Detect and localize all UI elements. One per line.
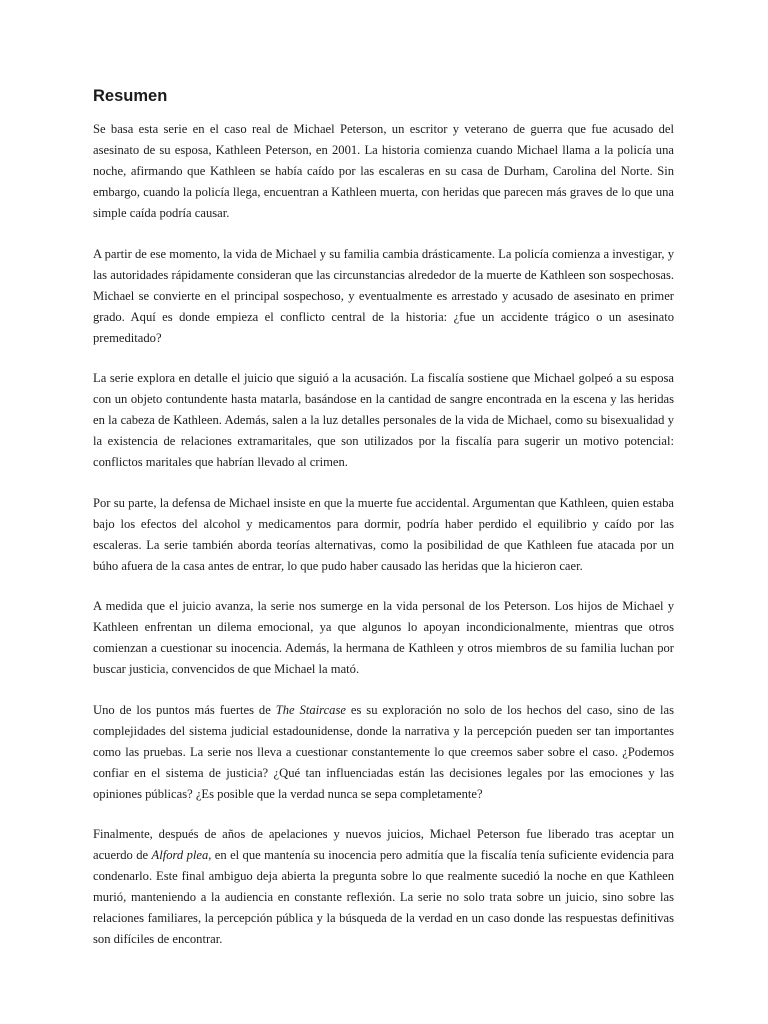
paragraph-7: [93, 824, 674, 950]
paragraph-4: Por su parte, la defensa de Michael insiste en que la muerte fue accidental. Argumentan que Kathleen, quien estaba bajo los efectos del alcohol y medicamentos para dormir, podría haber perdido el equilibrio y caído por las escaleras. La serie también aborda teorías alternativas, como la posibilidad de que Kathleen fue atacada por un búho afuera de la casa antes de entrar, lo que pudo haber causado las heridas que la hicieron caer.: [93, 495, 674, 573]
paragraph-3: La serie explora en detalle el juicio que siguió a la acusación. La fiscalía sostiene que Michael golpeó a su esposa con un objeto contundente hasta matarla, basándose en la cantidad de sangre encontrada en la escena y las heridas en la cabeza de Kathleen. Además, salen a la luz detalles personales de la vida de Michael, como su bisexualidad y la existencia de relaciones extramaritales, que son utilizados por la fiscalía para sugerir un motivo potencial: conflictos maritales que habrían llevado al crimen.: [93, 371, 674, 469]
paragraph-7-text-before: Finalmente, después de años de apelaciones y nuevos juicios, Michael Peterson fue liberado tras aceptar un acuerdo de: [93, 827, 674, 862]
series-title-italic: The Staircase: [275, 702, 346, 717]
legal-term-italic: Alford plea: [151, 848, 209, 862]
paragraph-6-text-after: es su exploración no solo de los hechos del caso, sino de las complejidades del sistema judicial estadounidense, donde la narrativa y la percepción pueden ser tan importantes como las pruebas. La serie nos lleva a cuestionar constantemente lo que creemos saber sobre el caso. ¿Podemos confiar en el sistema de justicia? ¿Qué tan influenciadas están las decisiones legales por las emociones y las opiniones públicas? ¿Es posible que la verdad nunca se sepa completamente?: [93, 702, 674, 801]
paragraph-2: A partir de ese momento, la vida de Michael y su familia cambia drásticamente. La policía comienza a investigar, y las autoridades rápidamente consideran que las circunstancias alrededor de la muerte de Kathleen son sospechosas. Michael se convierte en el principal sospechoso, y eventualmente es arrestado y acusado de asesinato en primer grado. Aquí es donde empieza el conflicto central de la historia: ¿fue un accidente trágico o un asesinato premeditado?: [93, 246, 674, 345]
paragraph-1: Se basa esta serie en el caso real de Michael Peterson, un escritor y veterano de guerra que fue acusado del asesinato de su esposa, Kathleen Peterson, en 2001. La historia comienza cuando Michael llama a la policía una noche, afirmando que Kathleen se había caído por las escaleras en su casa de Durham, Carolina del Norte. Sin embargo, cuando la policía llega, encuentran a Kathleen muerta, con heridas que parecen más graves de lo que una simple caída podría causar.: [93, 122, 674, 220]
paragraph-6-text-before: Uno de los puntos más fuertes de: [93, 702, 276, 717]
paragraph-6: [93, 700, 674, 805]
paragraph-5: A medida que el juicio avanza, la serie nos sumerge en la vida personal de los Peterson. Los hijos de Michael y Kathleen enfrentan un dilema emocional, ya que algunos lo apoyan incondicionalmente, mientras que otros comienzan a cuestionar su inocencia. Además, la hermana de Kathleen y otros miembros de su familia luchan por buscar justicia, convencidos de que Michael la mató.: [93, 599, 674, 676]
paragraph-7-text-after: , en el que mantenía su inocencia pero admitía que la fiscalía tenía suficiente evidencia para condenarlo. Este final ambiguo deja abierta la pregunta sobre lo que realmente sucedió la noche en que Kathleen murió, manteniendo a la audiencia en constante reflexión. La serie no solo trata sobre un juicio, sino sobre las relaciones familiares, la percepción pública y la búsqueda de la verdad en un caso donde las respuestas definitivas son difíciles de encontrar.: [93, 848, 674, 946]
section-heading: Resumen: [93, 87, 168, 105]
body-text: [93, 119, 674, 970]
